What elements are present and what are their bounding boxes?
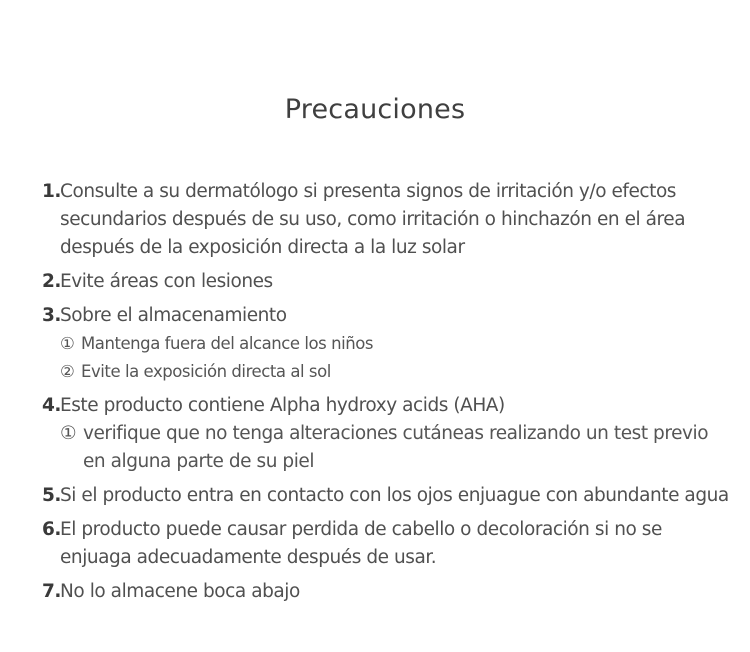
item-number: 6. xyxy=(42,519,62,540)
sub-item-text: verifique que no tenga alteraciones cutáneas realizando un test previo en alguna parte de su piel xyxy=(83,423,709,472)
item-text: Si el producto entra en contacto con los ojos enjuague con abundante agua xyxy=(60,485,729,506)
item-text: Este producto contiene Alpha hydroxy acids (AHA) xyxy=(60,395,505,416)
list-item xyxy=(42,392,732,476)
sub-item-text: Mantenga fuera del alcance los niños xyxy=(81,334,374,353)
page-title: Precauciones xyxy=(284,94,466,125)
sub-item xyxy=(60,330,732,358)
item-text: El producto puede causar perdida de cabello o decoloración si no se enjuaga adecuadamente después de usar. xyxy=(60,519,662,568)
sub-item xyxy=(60,420,732,476)
item-text: Evite áreas con lesiones xyxy=(60,271,273,292)
list-item xyxy=(42,302,732,386)
precautions-list xyxy=(42,178,732,612)
item-text: No lo almacene boca abajo xyxy=(60,581,300,602)
item-number: 1. xyxy=(42,181,62,202)
list-item xyxy=(42,482,732,510)
circled-number: ① xyxy=(60,423,77,444)
item-number: 7. xyxy=(42,581,62,602)
sub-item xyxy=(60,358,732,386)
item-text: Sobre el almacenamiento xyxy=(60,305,287,326)
list-item xyxy=(42,178,732,262)
list-item xyxy=(42,268,732,296)
item-number: 3. xyxy=(42,305,62,326)
circled-number: ① xyxy=(60,334,75,353)
list-item xyxy=(42,516,732,572)
sub-item-text: Evite la exposición directa al sol xyxy=(81,362,331,381)
item-number: 5. xyxy=(42,485,62,506)
item-number: 2. xyxy=(42,271,62,292)
list-item xyxy=(42,578,732,606)
item-number: 4. xyxy=(42,395,62,416)
circled-number: ② xyxy=(60,362,75,381)
item-text: Consulte a su dermatólogo si presenta signos de irritación y/o efectos secundarios después de su uso, como irritación o hinchazón en el área después de la exposición directa a la luz solar xyxy=(60,181,686,258)
